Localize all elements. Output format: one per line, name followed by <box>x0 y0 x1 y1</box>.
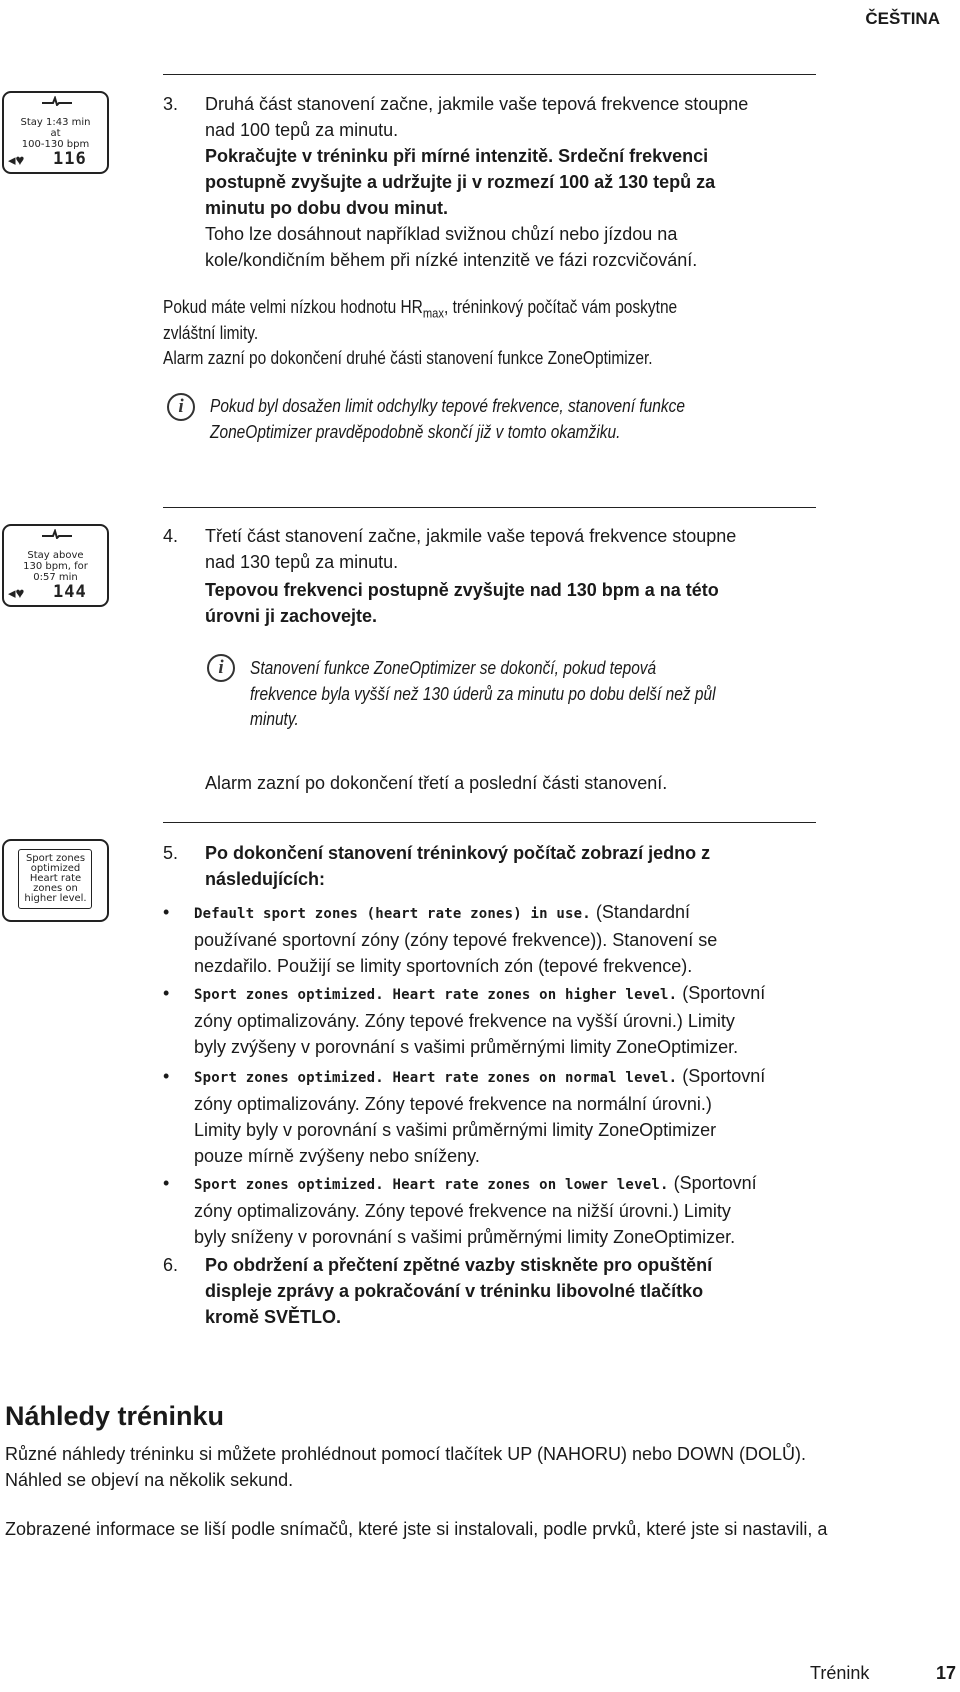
language-header: ČEŠTINA <box>865 9 940 28</box>
watch-display-step5 <box>2 839 109 922</box>
step3-line-3: Toho lze dosáhnout například svižnou chůzí nebo jízdou na <box>205 224 678 244</box>
step5-instruction-2: následujících: <box>205 869 326 889</box>
watch-display-step4 <box>2 524 109 607</box>
info-note-step4-line-1: Stanovení funkce ZoneOptimizer se dokončí, pokud tepová <box>250 658 657 678</box>
bullet-icon: • <box>163 983 170 1003</box>
watch-heart-rate: 144 <box>53 582 87 602</box>
watch-line-3: Heart rate <box>29 873 82 884</box>
divider-step3 <box>163 74 816 75</box>
list-item: Sport zones optimized. Heart rate zones on normal level. (Sportovní zóny optimalizovány. Zóny tepové frekvence na normální úrovni.) Limity byly v porovnání s vašimi průměrnými limity ZoneOptimizer pouze mírně zvýšeny nebo sníženy. <box>194 1066 766 1166</box>
heart-icon: ◂♥ <box>8 152 25 169</box>
watch-line-1: Stay 1:43 min <box>20 117 91 128</box>
step4-line-1: Třetí část stanovení začne, jakmile vaše tepová frekvence stoupne <box>205 526 737 546</box>
step3-instruction-1: Pokračujte v tréninku při mírné intenzitě. Srdeční frekvenci <box>205 146 709 166</box>
step6-instruction-1: Po obdržení a přečtení zpětné vazby stiskněte pro opuštění <box>205 1255 713 1275</box>
info-note-step4-line-3: minuty. <box>250 709 299 729</box>
hrmax-note: Pokud máte velmi nízkou hodnotu $HR_{max}$, tréninkový počítač vám poskytne <box>163 297 678 321</box>
step5-instruction-1: Po dokončení stanovení tréninkový počítač zobrazí jedno z <box>205 843 711 863</box>
bullet-icon: • <box>163 1173 170 1193</box>
step6-instruction-3: kromě SVĚTLO. <box>205 1307 342 1327</box>
step3-line-2: nad 100 tepů za minutu. <box>205 120 399 140</box>
divider-step5 <box>163 822 816 823</box>
step3-instruction-2: postupně zvyšujte a udržujte ji v rozmezí 100 až 130 tepů za <box>205 172 716 192</box>
list-item: Default sport zones (heart rate zones) in use. (Standardní používané sportovní zóny (zóny tepové frekvence)). Stanovení se nezdařilo. Použijí se limity sportovních zón (tepové frekvence). <box>194 902 718 976</box>
list-item: Sport zones optimized. Heart rate zones on lower level. (Sportovní zóny optimalizovány. Zóny tepové frekvence na nižší úrovni.) Limity byly sníženy v porovnání s vašimi průměrnými limity ZoneOptimizer. <box>194 1173 757 1247</box>
info-note-step4-line-2: frekvence byla vyšší než 130 úderů za minutu po dobu delší než půl <box>250 684 716 704</box>
heart-icon: ◂♥ <box>8 585 25 602</box>
device-message: Sport zones optimized. Heart rate zones on normal level. <box>194 1070 678 1086</box>
divider-step4 <box>163 507 816 508</box>
step-number: 6. <box>163 1255 179 1275</box>
page-number: 17 <box>936 1663 957 1683</box>
list-item: Sport zones optimized. Heart rate zones on higher level. (Sportovní zóny optimalizovány. Zóny tepové frekvence na vyšší úrovni.) Limity byly zvýšeny v porovnání s vašimi průměrnými limity ZoneOptimizer. <box>194 983 766 1057</box>
bullet-icon: • <box>163 902 170 922</box>
section-paragraph-1a: Různé náhledy tréninku si můžete prohlédnout pomocí tlačítek UP (NAHORU) nebo DOWN (DOLŮ). <box>5 1444 806 1464</box>
step3-line-1: Druhá část stanovení začne, jakmile vaše tepová frekvence stoupne <box>205 94 749 114</box>
watch-line-1: Stay above <box>27 550 84 561</box>
step3-line-4: kole/kondičním během při nízké intenzitě ve fázi rozcvičování. <box>205 250 698 270</box>
device-message: Sport zones optimized. Heart rate zones on higher level. <box>194 987 678 1003</box>
info-icon: i <box>207 654 235 682</box>
step4-instruction-2: úrovni ji zachovejte. <box>205 606 378 626</box>
info-note-step3-line-1: Pokud byl dosažen limit odchylky tepové frekvence, stanovení funkce <box>210 396 685 416</box>
step-number: 4. <box>163 526 179 546</box>
step4-instruction-1: Tepovou frekvenci postupně zvyšujte nad 130 bpm a na této <box>205 580 719 600</box>
device-message: Default sport zones (heart rate zones) in use. <box>194 906 591 922</box>
footer-section-name: Trénink <box>810 1663 870 1683</box>
watch-line-4: zones on <box>33 883 78 894</box>
hrmax-subscript: max <box>422 305 444 321</box>
watch-line-3: 100-130 bpm <box>21 139 90 150</box>
step-number: 5. <box>163 843 179 863</box>
watch-line-3: 0:57 min <box>33 572 78 583</box>
watch-line-5: higher level. <box>24 893 87 904</box>
watch-line-2: 130 bpm, for <box>23 561 88 572</box>
alarm-note-step3: Alarm zazní po dokončení druhé části stanovení funkce ZoneOptimizer. <box>163 348 653 368</box>
section-paragraph-2: Zobrazené informace se liší podle snímačů, které jste si instalovali, podle prvků, které jste si nastavili, a <box>5 1519 828 1539</box>
watch-line-1: Sport zones <box>25 853 86 864</box>
alarm-note-step4: Alarm zazní po dokončení třetí a poslední části stanovení. <box>205 773 668 793</box>
watch-line-2: at <box>50 128 61 139</box>
step4-line-2: nad 130 tepů za minutu. <box>205 552 399 572</box>
watch-line-2: optimized <box>30 863 81 874</box>
watch-display-step3 <box>2 91 109 174</box>
section-paragraph-1b: Náhled se objeví na několik sekund. <box>5 1470 294 1490</box>
step6-instruction-2: displeje zprávy a pokračování v tréninku libovolné tlačítko <box>205 1281 704 1301</box>
watch-heart-rate: 116 <box>53 149 87 169</box>
heart-rate-graph-icon <box>42 96 72 106</box>
info-icon: i <box>167 393 195 421</box>
hrmax-note-line-2: zvláštní limity. <box>163 323 259 343</box>
bullet-icon: • <box>163 1066 170 1086</box>
step-number: 3. <box>163 94 179 114</box>
heart-rate-graph-icon <box>42 529 72 539</box>
device-message: Sport zones optimized. Heart rate zones on lower level. <box>194 1177 669 1193</box>
step3-instruction-3: minutu po dobu dvou minut. <box>205 198 448 218</box>
info-note-step3-line-2: ZoneOptimizer pravděpodobně skončí již v tomto okamžiku. <box>210 422 621 442</box>
section-title: Náhledy tréninku <box>5 1401 225 1431</box>
